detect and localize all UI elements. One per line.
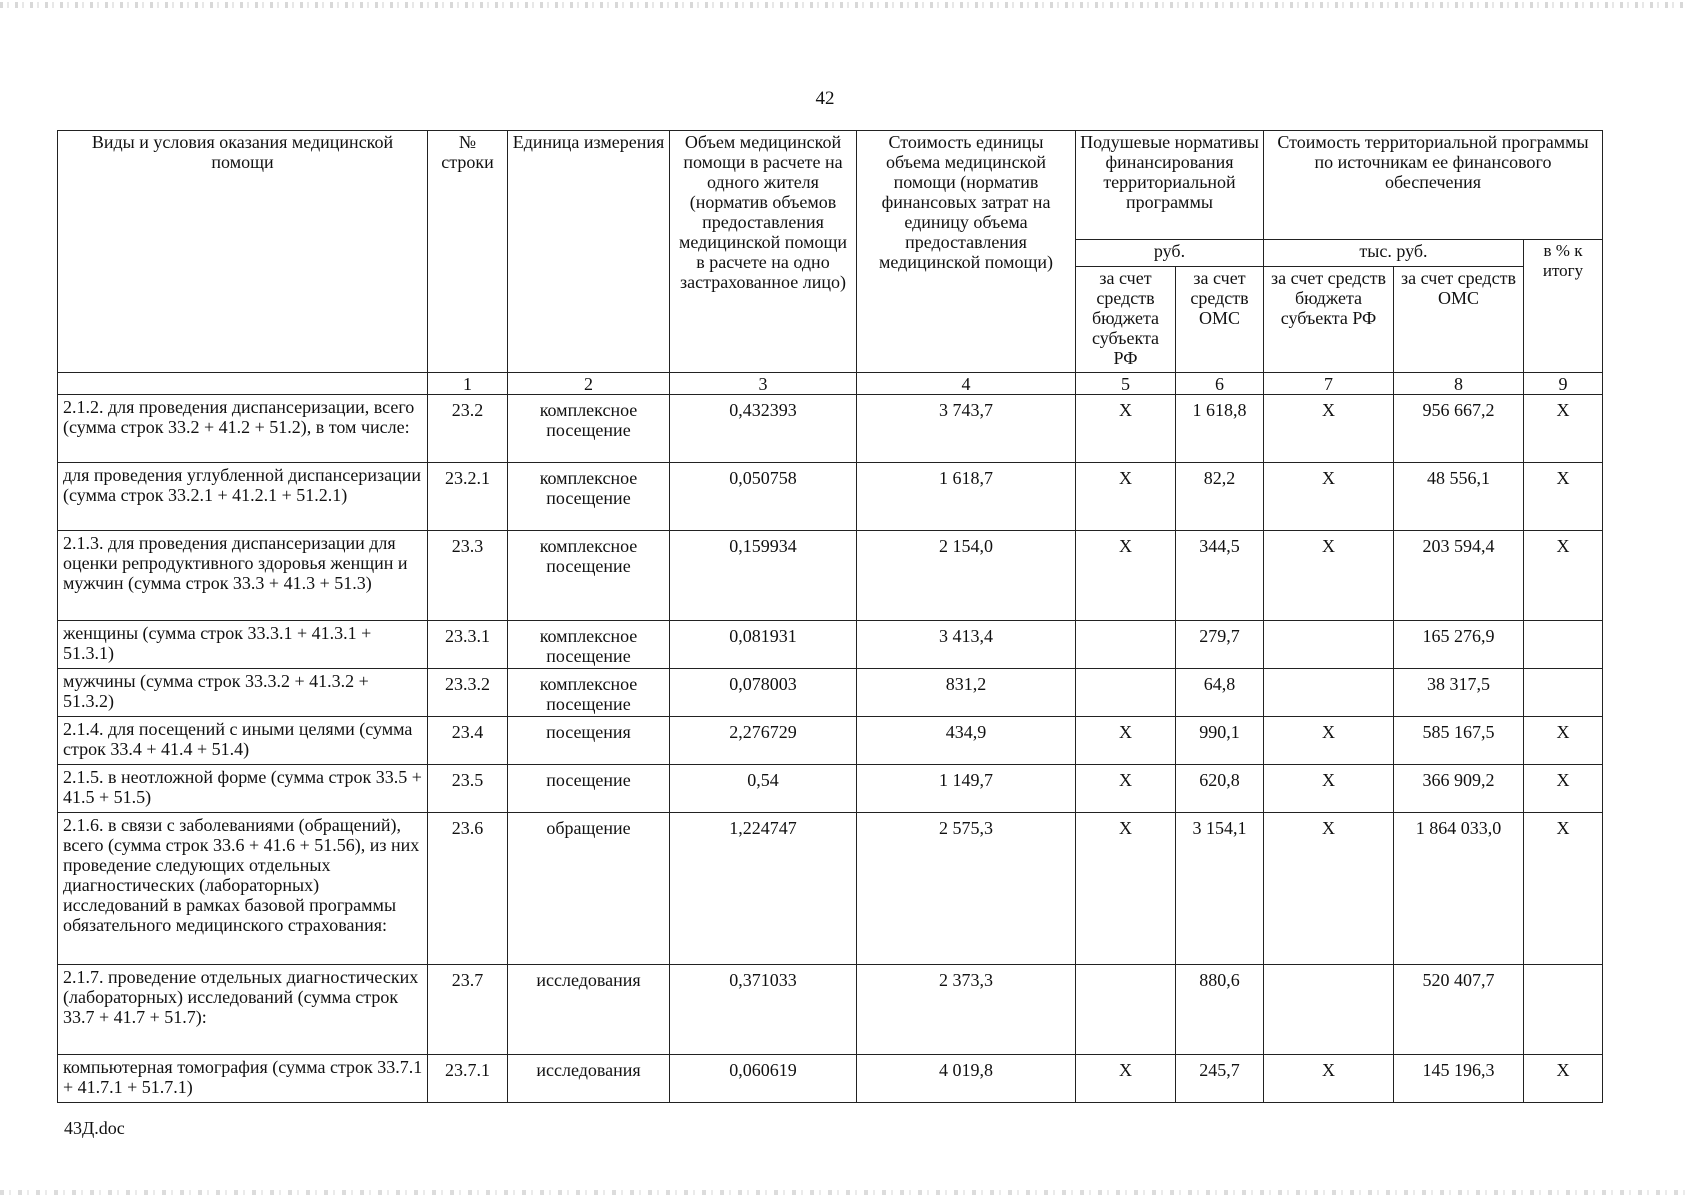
header-budget-rub: за счет средств бюджета субъекта РФ bbox=[1076, 267, 1176, 373]
cell-budget-rub bbox=[1076, 965, 1176, 1055]
cell-oms-rub: 990,1 bbox=[1176, 717, 1264, 765]
cell-kind: 2.1.4. для посещений с иными целями (сумма строк 33.4 + 41.4 + 51.4) bbox=[58, 717, 428, 765]
cell-pct: Х bbox=[1524, 765, 1603, 813]
cell-pct: Х bbox=[1524, 1055, 1603, 1103]
header-oms-thousand: за счет средств ОМС bbox=[1394, 267, 1524, 373]
cell-cost: 831,2 bbox=[857, 669, 1076, 717]
cell-oms-rub: 279,7 bbox=[1176, 621, 1264, 669]
cell-budget-rub bbox=[1076, 621, 1176, 669]
cell-kind: мужчины (сумма строк 33.3.2 + 41.3.2 + 51.3.2) bbox=[58, 669, 428, 717]
cell-kind: 2.1.2. для проведения диспансеризации, всего (сумма строк 33.2 + 41.2 + 51.2), в том числе: bbox=[58, 395, 428, 463]
cell-cost: 434,9 bbox=[857, 717, 1076, 765]
cell-volume: 0,081931 bbox=[670, 621, 857, 669]
cell-row-no: 23.3.2 bbox=[428, 669, 508, 717]
cell-cost: 3 743,7 bbox=[857, 395, 1076, 463]
table-row bbox=[58, 717, 1603, 765]
cell-volume: 0,159934 bbox=[670, 531, 857, 621]
cell-budget-thousand: Х bbox=[1264, 395, 1394, 463]
cell-budget-rub: Х bbox=[1076, 765, 1176, 813]
table-row bbox=[58, 621, 1603, 669]
header-budget-thousand: за счет средств бюджета субъекта РФ bbox=[1264, 267, 1394, 373]
column-number: 8 bbox=[1394, 373, 1524, 395]
cell-row-no: 23.3 bbox=[428, 531, 508, 621]
cell-oms-rub: 620,8 bbox=[1176, 765, 1264, 813]
cell-oms-rub: 64,8 bbox=[1176, 669, 1264, 717]
cell-volume: 0,078003 bbox=[670, 669, 857, 717]
cell-budget-thousand: Х bbox=[1264, 765, 1394, 813]
column-number: 4 bbox=[857, 373, 1076, 395]
cell-kind: 2.1.3. для проведения диспансеризации для оценки репродуктивного здоровья женщин и мужчин (сумма строк 33.3 + 41.3 + 51.3) bbox=[58, 531, 428, 621]
scan-edge-bottom bbox=[0, 1190, 1686, 1195]
cell-oms-thousand: 520 407,7 bbox=[1394, 965, 1524, 1055]
cell-budget-thousand bbox=[1264, 965, 1394, 1055]
cell-unit: комплексное посещение bbox=[508, 669, 670, 717]
cell-oms-rub: 3 154,1 bbox=[1176, 813, 1264, 965]
cell-pct bbox=[1524, 965, 1603, 1055]
cell-unit: исследования bbox=[508, 1055, 670, 1103]
cell-cost: 2 154,0 bbox=[857, 531, 1076, 621]
header-unit: Единица измерения bbox=[508, 131, 670, 373]
cell-oms-rub: 880,6 bbox=[1176, 965, 1264, 1055]
column-number: 6 bbox=[1176, 373, 1264, 395]
header-unit-thousand-rub: тыс. руб. bbox=[1264, 240, 1524, 267]
header-unit-rub: руб. bbox=[1076, 240, 1264, 267]
header-cost: Стоимость единицы объема медицинской помощи (норматив финансовых затрат на единицу объема предоставления медицинской помощи) bbox=[857, 131, 1076, 373]
cell-budget-rub: Х bbox=[1076, 531, 1176, 621]
cell-cost: 2 575,3 bbox=[857, 813, 1076, 965]
header-percapita: Подушевые нормативы финансирования территориальной программы bbox=[1076, 131, 1264, 240]
cell-budget-thousand: Х bbox=[1264, 813, 1394, 965]
cell-budget-thousand: Х bbox=[1264, 1055, 1394, 1103]
cell-unit: комплексное посещение bbox=[508, 395, 670, 463]
cell-oms-thousand: 366 909,2 bbox=[1394, 765, 1524, 813]
cell-oms-thousand: 956 667,2 bbox=[1394, 395, 1524, 463]
cell-volume: 0,371033 bbox=[670, 965, 857, 1055]
header-volume: Объем медицинской помощи в расчете на одного жителя (норматив объемов предоставления медицинской помощи в расчете на одно застрахованное лицо) bbox=[670, 131, 857, 373]
cell-pct: Х bbox=[1524, 395, 1603, 463]
cell-cost: 1 618,7 bbox=[857, 463, 1076, 531]
cell-budget-thousand: Х bbox=[1264, 531, 1394, 621]
table-row bbox=[58, 813, 1603, 965]
cell-pct bbox=[1524, 621, 1603, 669]
cell-budget-thousand bbox=[1264, 669, 1394, 717]
page-number: 42 bbox=[815, 88, 835, 109]
table-row bbox=[58, 395, 1603, 463]
table-row bbox=[58, 669, 1603, 717]
cell-oms-thousand: 203 594,4 bbox=[1394, 531, 1524, 621]
cell-kind: 2.1.5. в неотложной форме (сумма строк 33.5 + 41.5 + 51.5) bbox=[58, 765, 428, 813]
table-header bbox=[58, 131, 1603, 373]
cell-budget-rub bbox=[1076, 669, 1176, 717]
footer-filename: 43Д.doc bbox=[64, 1118, 125, 1138]
cell-cost: 1 149,7 bbox=[857, 765, 1076, 813]
cell-budget-thousand bbox=[1264, 621, 1394, 669]
column-number: 1 bbox=[428, 373, 508, 395]
cell-pct: Х bbox=[1524, 717, 1603, 765]
cell-volume: 0,432393 bbox=[670, 395, 857, 463]
cell-budget-thousand: Х bbox=[1264, 463, 1394, 531]
cell-unit: посещение bbox=[508, 765, 670, 813]
financing-table bbox=[57, 130, 1603, 1103]
cell-kind: для проведения углубленной диспансеризации (сумма строк 33.2.1 + 41.2.1 + 51.2.1) bbox=[58, 463, 428, 531]
column-number: 5 bbox=[1076, 373, 1176, 395]
cell-volume: 0,050758 bbox=[670, 463, 857, 531]
cell-row-no: 23.5 bbox=[428, 765, 508, 813]
column-number-row bbox=[58, 373, 1603, 395]
header-oms-rub: за счет средств ОМС bbox=[1176, 267, 1264, 373]
table-row bbox=[58, 1055, 1603, 1103]
cell-row-no: 23.2 bbox=[428, 395, 508, 463]
cell-volume: 0,060619 bbox=[670, 1055, 857, 1103]
cell-row-no: 23.7 bbox=[428, 965, 508, 1055]
cell-kind: 2.1.7. проведение отдельных диагностических (лабораторных) исследований (сумма строк 33.7 + 41.7 + 51.7): bbox=[58, 965, 428, 1055]
cell-pct: Х bbox=[1524, 463, 1603, 531]
cell-oms-rub: 245,7 bbox=[1176, 1055, 1264, 1103]
table-row bbox=[58, 765, 1603, 813]
header-pct-of-total: в % к итогу bbox=[1524, 240, 1603, 373]
cell-oms-thousand: 48 556,1 bbox=[1394, 463, 1524, 531]
header-row-no: № строки bbox=[428, 131, 508, 373]
cell-row-no: 23.6 bbox=[428, 813, 508, 965]
cell-kind: 2.1.6. в связи с заболеваниями (обращений), всего (сумма строк 33.6 + 41.6 + 51.56), из них проведение следующих отдельных диагностических (лабораторных) исследований в рамках базовой программы обязательного медицинского страхования: bbox=[58, 813, 428, 965]
cell-budget-thousand: Х bbox=[1264, 717, 1394, 765]
scan-edge-top bbox=[0, 2, 1686, 8]
cell-unit: комплексное посещение bbox=[508, 531, 670, 621]
table-row bbox=[58, 463, 1603, 531]
cell-kind: женщины (сумма строк 33.3.1 + 41.3.1 + 51.3.1) bbox=[58, 621, 428, 669]
cell-oms-thousand: 1 864 033,0 bbox=[1394, 813, 1524, 965]
cell-cost: 2 373,3 bbox=[857, 965, 1076, 1055]
cell-unit: посещения bbox=[508, 717, 670, 765]
cell-row-no: 23.4 bbox=[428, 717, 508, 765]
cell-pct: Х bbox=[1524, 813, 1603, 965]
cell-budget-rub: Х bbox=[1076, 1055, 1176, 1103]
cell-oms-rub: 82,2 bbox=[1176, 463, 1264, 531]
cell-pct bbox=[1524, 669, 1603, 717]
cell-cost: 3 413,4 bbox=[857, 621, 1076, 669]
cell-oms-thousand: 38 317,5 bbox=[1394, 669, 1524, 717]
column-number: 2 bbox=[508, 373, 670, 395]
cell-oms-rub: 344,5 bbox=[1176, 531, 1264, 621]
cell-kind: компьютерная томография (сумма строк 33.7.1 + 41.7.1 + 51.7.1) bbox=[58, 1055, 428, 1103]
cell-budget-rub: Х bbox=[1076, 717, 1176, 765]
cell-oms-rub: 1 618,8 bbox=[1176, 395, 1264, 463]
cell-unit: исследования bbox=[508, 965, 670, 1055]
cell-volume: 0,54 bbox=[670, 765, 857, 813]
cell-pct: Х bbox=[1524, 531, 1603, 621]
cell-oms-thousand: 145 196,3 bbox=[1394, 1055, 1524, 1103]
cell-budget-rub: Х bbox=[1076, 813, 1176, 965]
cell-row-no: 23.2.1 bbox=[428, 463, 508, 531]
header-program: Стоимость территориальной программы по источникам ее финансового обеспечения bbox=[1264, 131, 1603, 240]
cell-unit: комплексное посещение bbox=[508, 621, 670, 669]
table-row bbox=[58, 531, 1603, 621]
cell-volume: 1,224747 bbox=[670, 813, 857, 965]
table-row bbox=[58, 965, 1603, 1055]
cell-budget-rub: Х bbox=[1076, 395, 1176, 463]
cell-row-no: 23.3.1 bbox=[428, 621, 508, 669]
cell-row-no: 23.7.1 bbox=[428, 1055, 508, 1103]
header-kind: Виды и условия оказания медицинской помощи bbox=[58, 131, 428, 373]
cell-oms-thousand: 165 276,9 bbox=[1394, 621, 1524, 669]
column-number: 9 bbox=[1524, 373, 1603, 395]
column-number: 7 bbox=[1264, 373, 1394, 395]
cell-cost: 4 019,8 bbox=[857, 1055, 1076, 1103]
cell-oms-thousand: 585 167,5 bbox=[1394, 717, 1524, 765]
cell-unit: комплексное посещение bbox=[508, 463, 670, 531]
cell-volume: 2,276729 bbox=[670, 717, 857, 765]
column-number: 3 bbox=[670, 373, 857, 395]
column-number-blank bbox=[58, 373, 428, 395]
cell-unit: обращение bbox=[508, 813, 670, 965]
cell-budget-rub: Х bbox=[1076, 463, 1176, 531]
